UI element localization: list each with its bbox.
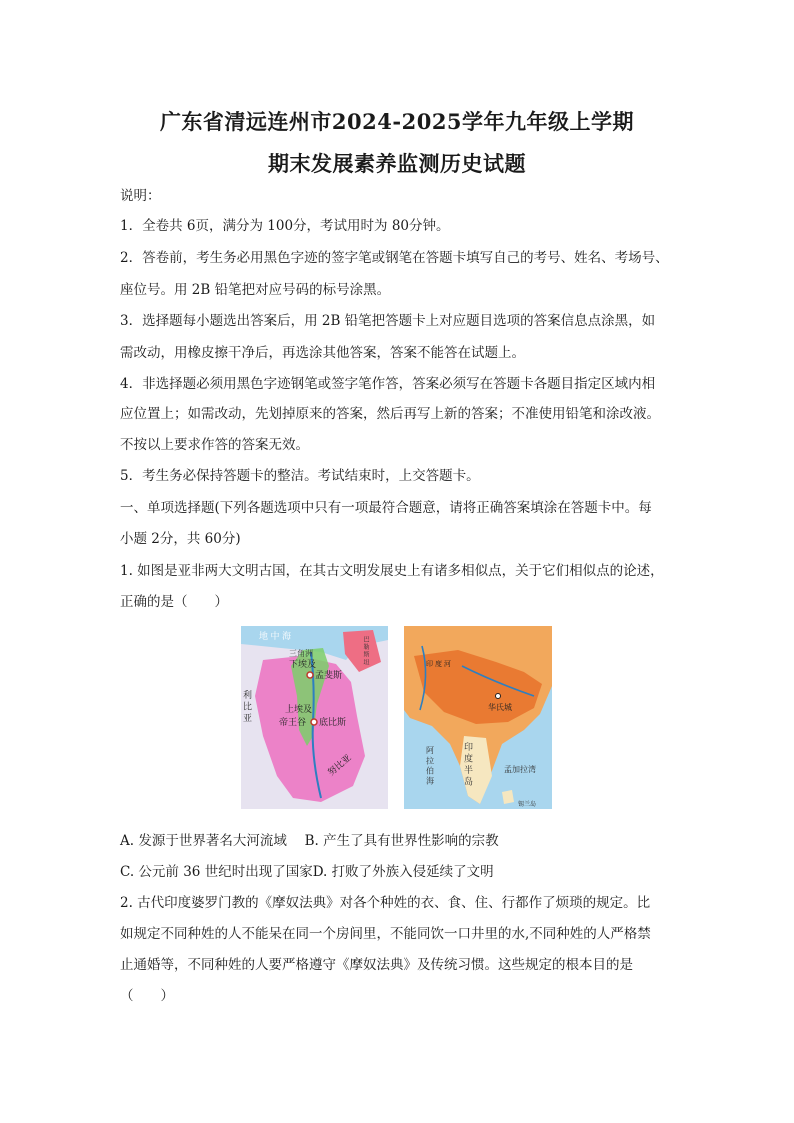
huashi-marker bbox=[496, 694, 501, 699]
section-heading-cont: 小题 2分，共 60分) bbox=[120, 531, 241, 547]
note-line: 1．全卷共 6页，满分为 100分，考试用时为 80分钟。 bbox=[120, 218, 450, 234]
thebes-marker bbox=[311, 719, 317, 725]
india-peninsula-label: 印 度 半 岛 bbox=[463, 742, 473, 786]
egypt-memphis-label: 孟斐斯 bbox=[315, 670, 343, 680]
section-heading: 一、单项选择题(下列各题选项中只有一项最符合题意，请将正确答案填涂在答题卡中。每 bbox=[120, 500, 652, 516]
egypt-libya-label: 利 比 亚 bbox=[242, 690, 252, 723]
note-line: 4．非选择题必须用黑色字迹钢笔或签字笔作答，答案必须写在答题卡各题目指定区域内相 bbox=[120, 376, 656, 392]
india-lanka-label: 锡兰岛 bbox=[518, 802, 537, 808]
egypt-thebes-label: 底比斯 bbox=[319, 717, 347, 727]
note-line: 不按以上要求作答的答案无效。 bbox=[120, 437, 309, 453]
notes-heading: 说明： bbox=[120, 188, 161, 204]
note-line: 2．答卷前，考生务必用黑色字迹的签字笔或钢笔在答题卡填写自己的考号、姓名、考场号、 bbox=[120, 250, 669, 266]
exam-title-line2: 期末发展素养监测历史试题 bbox=[268, 151, 526, 176]
egypt-upper-label: 上埃及 bbox=[285, 704, 313, 714]
question-1-stem-cont: 正确的是（ ） bbox=[120, 594, 228, 610]
note-line: 座位号。用 2B 铅笔把对应号码的标号涂黑。 bbox=[120, 282, 391, 298]
india-sea-label: 阿 拉 伯 海 bbox=[425, 746, 435, 785]
india-huashi-label: 华氏城 bbox=[488, 703, 512, 712]
egypt-nubia-label: 努比亚 bbox=[325, 752, 353, 778]
india-map bbox=[404, 626, 552, 809]
question-2-stem-cont: 如规定不同种姓的人不能呆在同一个房间里，不能同饮一口井里的水,不同种姓的人严格禁 bbox=[120, 926, 651, 942]
question-2-stem: 2. 古代印度婆罗门教的《摩奴法典》对各个种姓的衣、食、住、行都作了烦琐的规定。比 bbox=[120, 895, 651, 911]
india-bay-label: 孟加拉湾 bbox=[504, 765, 536, 774]
question-1-options-ab: A. 发源于世界著名大河流域 B. 产生了具有世界性影响的宗教 bbox=[120, 833, 499, 849]
india-map-lanka bbox=[502, 790, 514, 804]
egypt-map bbox=[241, 626, 388, 809]
egypt-sea-label: 地 中 海 bbox=[259, 631, 292, 641]
exam-title-line1: 广东省清远连州市2024-2025学年九年级上学期 bbox=[159, 109, 635, 134]
question-1-options-cd: C. 公元前 36 世纪时出现了国家D. 打败了外族入侵延续了文明 bbox=[120, 864, 494, 880]
question-1-stem: 1. 如图是亚非两大文明古国，在其古文明发展史上有诸多相似点，关于它们相似点的论述， bbox=[120, 563, 664, 579]
note-line: 3．选择题每小题选出答案后，用 2B 铅笔把答题卡上对应题目选项的答案信息点涂黑，如 bbox=[120, 313, 656, 329]
memphis-marker bbox=[307, 672, 313, 678]
egypt-valley-label: 帝王谷 bbox=[279, 717, 307, 727]
question-2-blank: （ ） bbox=[120, 988, 174, 1004]
note-line: 应位置上；如需改动，先划掉原来的答案，然后再写上新的答案；不准使用铅笔和涂改液。 bbox=[120, 406, 660, 422]
note-line: 需改动，用橡皮擦干净后，再选涂其他答案，答案不能答在试题上。 bbox=[120, 345, 525, 361]
question-2-stem-cont: 止通婚等，不同种姓的人要严格遵守《摩奴法典》及传统习惯。这些规定的根本目的是 bbox=[120, 957, 633, 973]
egypt-delta-label: 三角洲 bbox=[289, 649, 313, 658]
egypt-lower-label: 下埃及 bbox=[289, 659, 317, 669]
note-line: 5．考生务必保持答题卡的整洁。考试结束时，上交答题卡。 bbox=[120, 468, 480, 484]
egypt-palestine-label: 巴 勒 斯 坦 bbox=[362, 636, 368, 666]
india-indus-label: 印 度 河 bbox=[426, 661, 451, 668]
